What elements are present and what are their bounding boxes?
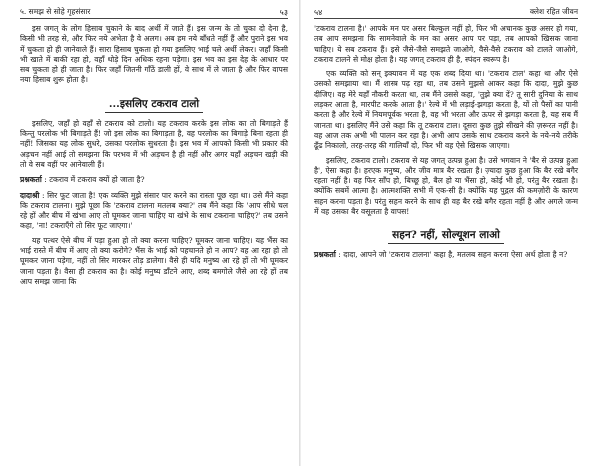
left-paragraph-2: इसलिए, जहाँ हो वहाँ से टकराव को टालो। यह टकराव करके इस लोक का तो बिगाड़ते हैं किन्तु परलोक भी बिगाड़ते हैं! जो इस लोक का बिगाड़ता है, वह परलोक का बिगाड़े बिना रहता ही नहीं! जिसका यह लोक सुधरे, उसका परलोक सुधरता है। इस भव में आपको किसी भी प्रकार की अड़चन नहीं आई तो समझना कि परभव में भी अड़चन है ही नहीं और अगर यहाँ अड़चन खड़ी की तो वे सब वहीं पर आनेवाली हैं। xyxy=(20,118,288,169)
right-question xyxy=(314,250,578,260)
right-paragraph-3: इसलिए, टकराव टालो। टकराव से यह जगत् उत्पन्न हुआ है। उसे भगवान ने 'बैर से उत्पन्न हुआ है', ऐसा कहा है। हरएक मनुष्य, और जीव मात्र बैर रखता है। ज़्यादा कुछ हुआ कि बैर रखे बगैर रहता नहीं है। वह फिर साँप हो, बिच्छू हो, बैल हो या भैंसा हो, कोई भी हो, परंतु बैर रखता है। क्योंकि सबमें आत्मा है। आत्मशक्ति सभी में एक-सी है। क्योंकि यह पुद्गल की कमज़ोरी के कारण सहन करना पड़ता है। परंतु सहन करने के साथ ही वह बैर रखे बगैर रहता नहीं है और अगले जन्म में वह उसका बैर वसूलता है वापस! xyxy=(314,155,578,217)
right-question-text: : दादा, आपने जो 'टकराव टालना' कहा है, मतलब सहन करना ऐसा अर्थ होता है न? xyxy=(338,250,568,260)
right-heading-wrap xyxy=(314,223,578,244)
left-running-title: ५. समझ से सोहे गृहसंसार xyxy=(20,7,91,16)
left-section-heading: ...इसलिए टकराव टालो xyxy=(105,98,203,113)
left-question-text: : टकराव में टकराव क्यों हो जाता है? xyxy=(44,175,145,185)
right-running-head xyxy=(314,6,578,19)
right-page-number: ५४ xyxy=(314,7,323,17)
left-answer xyxy=(20,191,288,232)
right-running-title: क्लेश रहित जीवन xyxy=(529,7,578,16)
left-paragraph-1: इस जगत् के लोग हिसाब चुकाने के बाद अर्थी में जाते हैं। इस जन्म के तो चुका दो देना है, किसी भी तरह से, और फिर नये अभेता है वे अलग। अब हम नये बाँधते नहीं हैं और पुराने इस भव में चुकता हो ही जानेवाले हैं। सारा हिसाब चुकता हो गया इसलिए भाई चले अर्थी लेकर। जहाँ किसी भी खाते में बाकी रहा हो, वहाँ थोड़े दिन अधिक रहना पड़ेगा। इस भव का इस देह के आधार पर सब चुकता हो ही जाता है। फिर जहाँ जितनी गाँठें डाली हों, वे साथ में ले जाता है और फिर वापस नया हिसाब शुरू होता है। xyxy=(20,24,288,85)
right-question-speaker: प्रश्नकर्ता xyxy=(314,250,336,260)
right-section-heading: सहन? नहीं, सोल्यूशन लाओ xyxy=(388,229,504,244)
left-answer-speaker: दादाश्री xyxy=(20,190,40,200)
left-running-head xyxy=(20,6,288,19)
left-question-speaker: प्रश्नकर्ता xyxy=(20,175,42,185)
right-paragraph-2: एक व्यक्ति को सन् इक्यावन में यह एक शब्द दिया था। 'टकराव टाल' कहा था और ऐसे उसको समझाया था। मैं शास्त्र पढ़ रहा था, तब उसने मुझसे आकर कहा कि दादा, मुझे कुछ दीजिए। वह मेरे यहाँ नौकरी करता था, तब मैंने उससे कहा, 'तुझे क्या दें? तू सारी दुनिया के साथ लड़कर आता है, मारपीट करके आता है।' रेल्वे में भी लड़ाई-झगड़ा करता है, यों तो पैसों का पानी करता है और रेल्वे में नियमपूर्वक भरता है, वह भी भरता और ऊपर से झगड़ा करता है, यह सब मैं जानता था। इसलिए मैंने उसे कहा कि तू टकराव टाल। दूसरा कुछ तुझे सीखने की ज़रूरत नहीं है। वह आज तक अभी भी पालन कर रहा है। अभी आप उसके साथ टकराव करने के नये-नये तरीके ढूँढ निकालो, तरह-तरह की गालियाँ दो, फिर भी वह ऐसे खिसक जाएगा। xyxy=(314,69,578,151)
right-paragraph-1: 'टकराव टालना है।' आपके मन पर असर बिल्कुल नहीं हो, फिर भी अचानक कुछ असर हो गया, तब आप समझना कि सामनेवाले के मन का असर आप पर पड़ा, तब आपको खिसक जाना चाहिए। ये सब टकराव हैं। इसे जैसे-जैसे समझते जाओगे, वैसे-वैसे टकराव को टालते जाओगे, टकराव टालने से मोक्ष होता है। यह जगत् टकराव ही है, स्पंदन स्वरूप है। xyxy=(314,24,578,64)
left-answer-text: : सिर फूट जाता है! एक व्यक्ति मुझे संसार पार करने का रास्ता पूछ रहा था। उसे मैंने कहा कि टकराव टालना। मुझे पूछा कि 'टकराव टालना मतलब क्या?' तब मैंने कहा कि 'आप सीधे चल रहे हों और बीच में खंभा आए तो घूमकर जाना चाहिए या खंभे के साथ टकराना चाहिए?' तब उसने कहा, 'ना! टकराएँगे तो सिर फूट जाएगा।' xyxy=(20,190,288,231)
left-paragraph-3: यह पत्थर ऐसे बीच में पड़ा हुआ हो तो क्या करना चाहिए? घूमकर जाना चाहिए। यह भैंस का भाई रास्ते में बीच में आए तो क्या करोगे? भैंस के भाई को पहचानते हो न आप? वह आ रहा हो तो घूमकर जाना पड़ेगा, नहीं तो सिर मारकर तोड़ डालेगा। वैसे ही यदि मनुष्य आ रहे हों तो भी घूमकर जाना पड़ता है। वैसा ही टकराव का है। कोई मनुष्य डाँटने आए, शब्द बमगोले जैसे आ रहे हों तब आप समझ जाना कि xyxy=(20,235,288,286)
left-page-number: ५३ xyxy=(279,7,288,17)
left-question xyxy=(20,175,288,185)
left-heading-wrap xyxy=(20,92,288,113)
right-page xyxy=(300,0,600,466)
